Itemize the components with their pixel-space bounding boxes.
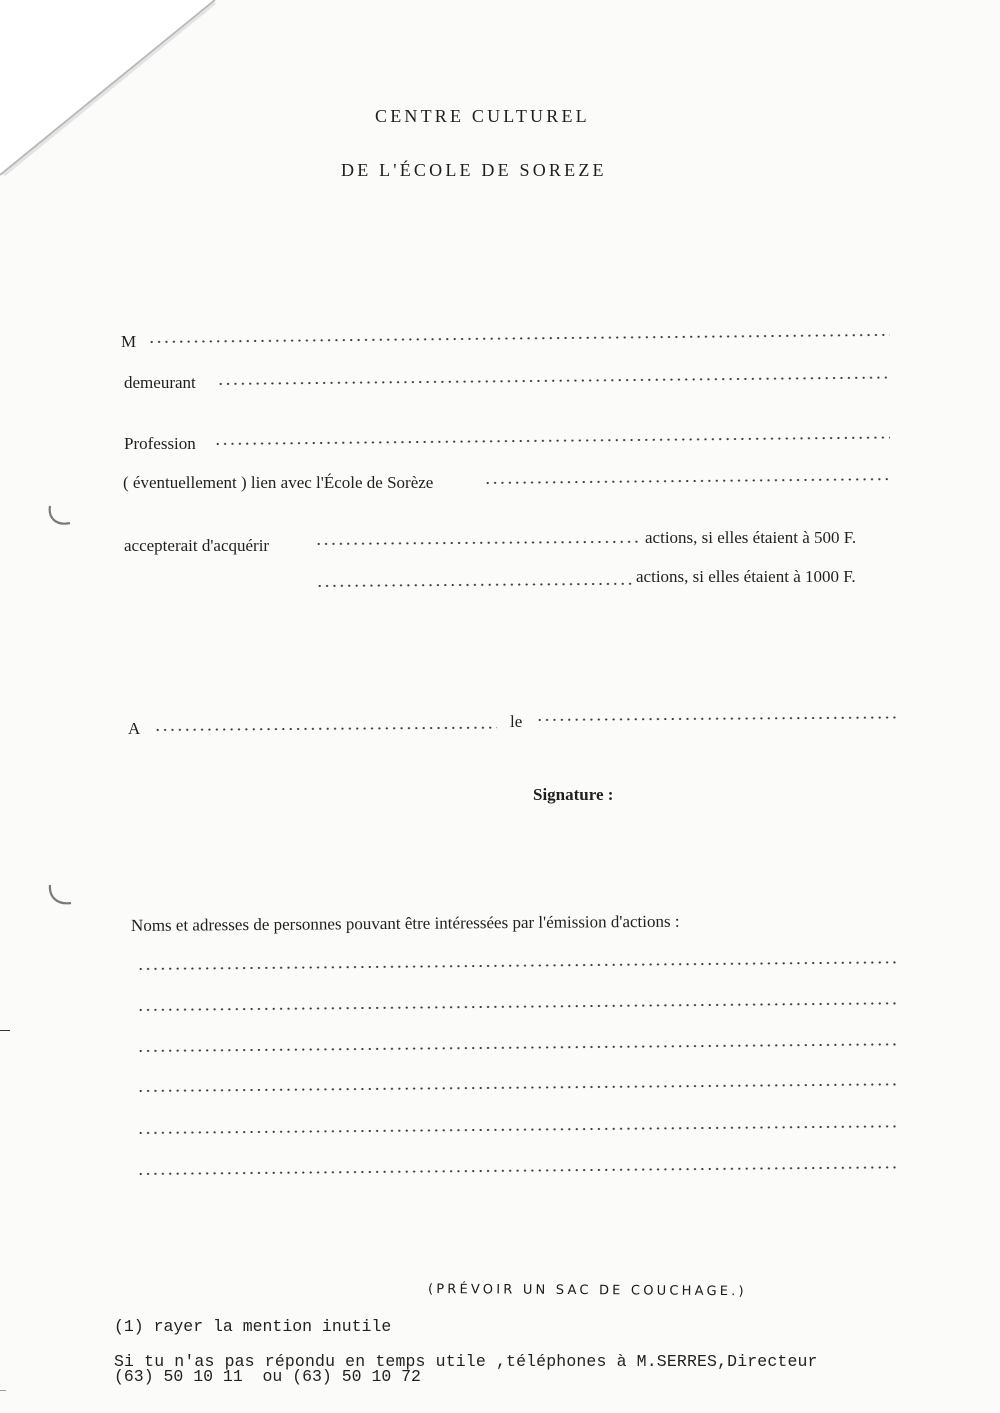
header-subtitle: DE L'ÉCOLE DE SOREZE (341, 160, 607, 180)
noms-dotted-line-5[interactable] (137, 1125, 897, 1134)
noms-adresses-label: Noms et adresses de personnes pouvant être intéressées par l'émission d'actions : (130, 911, 680, 935)
lien-dotted-field[interactable] (484, 478, 890, 484)
noms-dotted-line-1[interactable] (137, 961, 897, 970)
m-label: M (121, 332, 137, 351)
lien-label: ( éventuellement ) lien avec l'École de Sorèze (123, 473, 434, 492)
edge-mark (0, 1390, 6, 1391)
profession-dotted-field[interactable] (214, 437, 890, 445)
punch-hole-upper (44, 496, 84, 536)
folded-corner (0, 0, 230, 190)
actions-1000-dotted-field[interactable] (316, 583, 632, 587)
contact-line-1: Si tu n'as pas répondu en temps utile ,téléphones à M.SERRES,Directeur (114, 1352, 818, 1371)
noms-dotted-line-3[interactable] (137, 1043, 897, 1052)
le-label: le (510, 712, 523, 731)
le-dotted-field[interactable] (536, 716, 896, 721)
contact-line-2: (63) 50 10 11 ou (63) 50 10 72 (114, 1367, 421, 1386)
demeurant-dotted-field[interactable] (217, 377, 890, 385)
noms-dotted-line-4[interactable] (137, 1083, 897, 1092)
noms-dotted-line-2[interactable] (137, 1002, 897, 1011)
header-title: CENTRE CULTUREL (375, 106, 590, 126)
actions-500-label: actions, si elles étaient à 500 F. (645, 528, 857, 547)
a-dotted-field[interactable] (154, 727, 497, 731)
edge-mark (0, 1030, 10, 1031)
actions-500-dotted-field[interactable] (315, 541, 641, 545)
accepterait-label: accepterait d'acquérir (124, 536, 270, 555)
actions-1000-label: actions, si elles étaient à 1000 F. (636, 567, 856, 586)
punch-hole-lower (44, 875, 84, 915)
a-label: A (128, 719, 141, 738)
demeurant-label: demeurant (124, 373, 196, 392)
m-dotted-field[interactable] (148, 334, 890, 343)
footnote: (1) rayer la mention inutile (114, 1317, 392, 1336)
signature-label: Signature : (533, 785, 614, 804)
profession-label: Profession (124, 434, 196, 453)
noms-dotted-line-6[interactable] (137, 1166, 897, 1175)
handwritten-note: (PRÉVOIR UN SAC DE COUCHAGE.) (427, 1282, 747, 1300)
